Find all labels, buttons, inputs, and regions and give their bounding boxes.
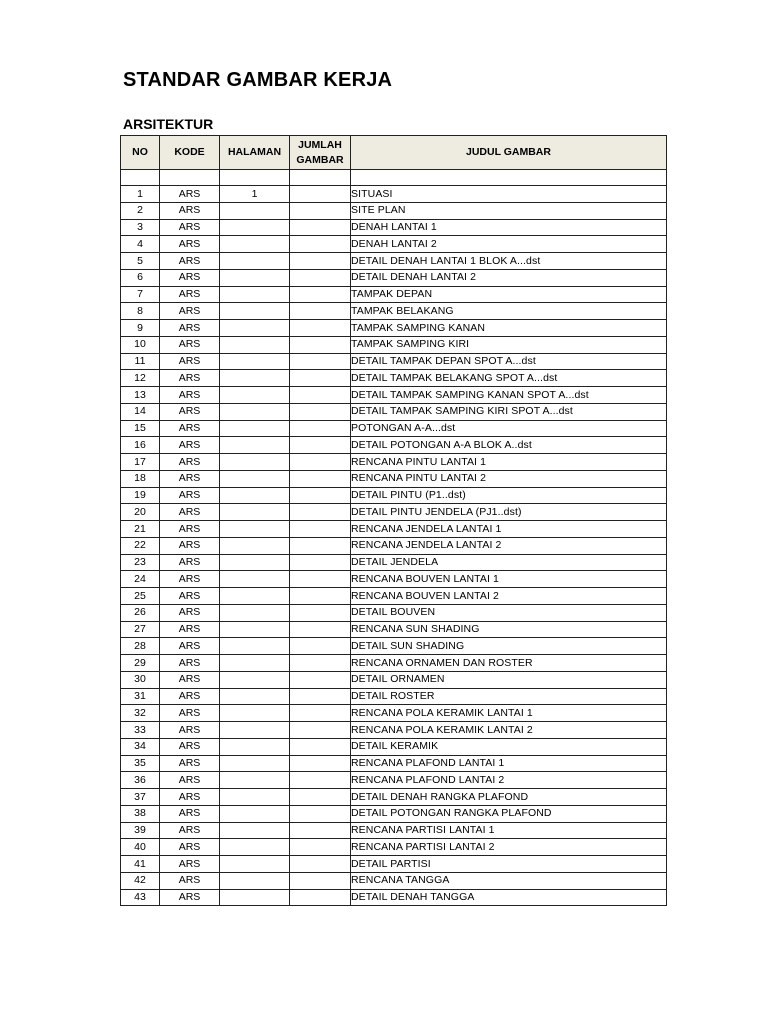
table-row [121,554,667,571]
spacer-cell [290,170,351,186]
cell-judul-gambar: DETAIL DENAH TANGGA [351,889,667,906]
cell-judul-gambar: DETAIL PARTISI [351,856,667,873]
cell-kode: ARS [160,186,220,203]
cell-halaman: 1 [220,186,290,203]
cell-judul-gambar: RENCANA PINTU LANTAI 2 [351,470,667,487]
cell-kode: ARS [160,219,220,236]
cell-halaman [220,487,290,504]
table-row [121,219,667,236]
cell-judul-gambar: DETAIL DENAH LANTAI 1 BLOK A...dst [351,253,667,270]
cell-no: 16 [121,437,160,454]
cell-judul-gambar: DETAIL SUN SHADING [351,638,667,655]
spacer-cell [121,170,160,186]
cell-judul-gambar: POTONGAN A-A...dst [351,420,667,437]
table-row [121,671,667,688]
table-row [121,621,667,638]
cell-halaman [220,387,290,404]
cell-kode: ARS [160,588,220,605]
cell-kode: ARS [160,437,220,454]
cell-jumlah-gambar [290,889,351,906]
cell-judul-gambar: DETAIL TAMPAK SAMPING KANAN SPOT A...dst [351,387,667,404]
cell-kode: ARS [160,671,220,688]
cell-jumlah-gambar [290,722,351,739]
table-row [121,420,667,437]
cell-jumlah-gambar [290,202,351,219]
cell-judul-gambar: DETAIL POTONGAN A-A BLOK A..dst [351,437,667,454]
cell-kode: ARS [160,537,220,554]
cell-judul-gambar: RENCANA BOUVEN LANTAI 1 [351,571,667,588]
cell-kode: ARS [160,420,220,437]
cell-jumlah-gambar [290,789,351,806]
cell-jumlah-gambar [290,805,351,822]
cell-no: 9 [121,320,160,337]
table-row [121,655,667,672]
cell-no: 34 [121,738,160,755]
table-row [121,889,667,906]
cell-halaman [220,403,290,420]
cell-jumlah-gambar [290,755,351,772]
section-title: ARSITEKTUR [123,116,214,132]
table-row [121,604,667,621]
table-row [121,370,667,387]
cell-no: 30 [121,671,160,688]
cell-judul-gambar: DETAIL ROSTER [351,688,667,705]
cell-halaman [220,571,290,588]
table-row [121,353,667,370]
table-row [121,738,667,755]
table-row [121,521,667,538]
cell-kode: ARS [160,621,220,638]
cell-halaman [220,504,290,521]
cell-no: 40 [121,839,160,856]
cell-no: 22 [121,537,160,554]
cell-judul-gambar: RENCANA BOUVEN LANTAI 2 [351,588,667,605]
cell-jumlah-gambar [290,487,351,504]
cell-judul-gambar: DETAIL TAMPAK DEPAN SPOT A...dst [351,353,667,370]
cell-kode: ARS [160,202,220,219]
cell-halaman [220,738,290,755]
cell-kode: ARS [160,822,220,839]
cell-jumlah-gambar [290,571,351,588]
cell-kode: ARS [160,320,220,337]
cell-judul-gambar: SITUASI [351,186,667,203]
cell-halaman [220,554,290,571]
cell-no: 38 [121,805,160,822]
cell-halaman [220,202,290,219]
cell-halaman [220,789,290,806]
table-row [121,571,667,588]
cell-no: 28 [121,638,160,655]
cell-no: 23 [121,554,160,571]
cell-jumlah-gambar [290,655,351,672]
cell-no: 4 [121,236,160,253]
cell-halaman [220,588,290,605]
cell-judul-gambar: TAMPAK DEPAN [351,286,667,303]
cell-no: 5 [121,253,160,270]
spacer-row [121,170,667,186]
cell-kode: ARS [160,269,220,286]
table-row [121,688,667,705]
cell-halaman [220,755,290,772]
cell-no: 21 [121,521,160,538]
cell-judul-gambar: DETAIL PINTU JENDELA (PJ1..dst) [351,504,667,521]
table-row [121,872,667,889]
cell-halaman [220,671,290,688]
cell-judul-gambar: RENCANA PLAFOND LANTAI 1 [351,755,667,772]
cell-no: 12 [121,370,160,387]
cell-jumlah-gambar [290,856,351,873]
cell-judul-gambar: RENCANA JENDELA LANTAI 2 [351,537,667,554]
cell-jumlah-gambar [290,269,351,286]
cell-kode: ARS [160,470,220,487]
cell-judul-gambar: RENCANA POLA KERAMIK LANTAI 2 [351,722,667,739]
cell-judul-gambar: TAMPAK SAMPING KANAN [351,320,667,337]
cell-halaman [220,521,290,538]
cell-halaman [220,722,290,739]
cell-halaman [220,889,290,906]
drawing-list-table [120,135,667,906]
cell-halaman [220,655,290,672]
cell-jumlah-gambar [290,387,351,404]
cell-judul-gambar: DETAIL TAMPAK SAMPING KIRI SPOT A...dst [351,403,667,420]
cell-kode: ARS [160,772,220,789]
cell-no: 33 [121,722,160,739]
cell-jumlah-gambar [290,403,351,420]
cell-judul-gambar: DETAIL TAMPAK BELAKANG SPOT A...dst [351,370,667,387]
header-jumlah-line2: GAMBAR [296,153,344,166]
table-row [121,286,667,303]
cell-kode: ARS [160,856,220,873]
cell-no: 17 [121,454,160,471]
table-header [121,136,667,186]
cell-jumlah-gambar [290,186,351,203]
cell-kode: ARS [160,755,220,772]
cell-kode: ARS [160,705,220,722]
cell-judul-gambar: DENAH LANTAI 1 [351,219,667,236]
cell-no: 20 [121,504,160,521]
cell-no: 6 [121,269,160,286]
cell-kode: ARS [160,236,220,253]
cell-jumlah-gambar [290,286,351,303]
cell-kode: ARS [160,738,220,755]
cell-kode: ARS [160,805,220,822]
cell-halaman [220,353,290,370]
cell-jumlah-gambar [290,420,351,437]
cell-kode: ARS [160,571,220,588]
cell-judul-gambar: RENCANA TANGGA [351,872,667,889]
cell-judul-gambar: TAMPAK SAMPING KIRI [351,336,667,353]
cell-halaman [220,219,290,236]
cell-halaman [220,320,290,337]
cell-halaman [220,370,290,387]
cell-jumlah-gambar [290,604,351,621]
cell-kode: ARS [160,839,220,856]
cell-no: 7 [121,286,160,303]
cell-judul-gambar: DETAIL POTONGAN RANGKA PLAFOND [351,805,667,822]
spacer-cell [160,170,220,186]
cell-kode: ARS [160,487,220,504]
table-row [121,253,667,270]
cell-kode: ARS [160,504,220,521]
header-no: NO [121,136,160,170]
cell-no: 41 [121,856,160,873]
cell-no: 2 [121,202,160,219]
header-judul-gambar: JUDUL GAMBAR [351,136,667,170]
cell-no: 24 [121,571,160,588]
cell-halaman [220,872,290,889]
cell-kode: ARS [160,370,220,387]
cell-jumlah-gambar [290,537,351,554]
cell-judul-gambar: DETAIL BOUVEN [351,604,667,621]
cell-no: 43 [121,889,160,906]
cell-judul-gambar: RENCANA PARTISI LANTAI 1 [351,822,667,839]
cell-no: 35 [121,755,160,772]
cell-judul-gambar: RENCANA PLAFOND LANTAI 2 [351,772,667,789]
cell-no: 42 [121,872,160,889]
cell-no: 39 [121,822,160,839]
cell-no: 18 [121,470,160,487]
table-row [121,454,667,471]
cell-halaman [220,839,290,856]
cell-kode: ARS [160,604,220,621]
cell-no: 13 [121,387,160,404]
table-row [121,772,667,789]
table-row [121,755,667,772]
cell-kode: ARS [160,387,220,404]
table-row [121,470,667,487]
cell-jumlah-gambar [290,219,351,236]
cell-jumlah-gambar [290,470,351,487]
header-halaman: HALAMAN [220,136,290,170]
cell-halaman [220,772,290,789]
cell-jumlah-gambar [290,588,351,605]
cell-jumlah-gambar [290,839,351,856]
cell-halaman [220,253,290,270]
cell-kode: ARS [160,872,220,889]
cell-halaman [220,454,290,471]
cell-jumlah-gambar [290,554,351,571]
spacer-cell [220,170,290,186]
cell-jumlah-gambar [290,320,351,337]
cell-judul-gambar: RENCANA SUN SHADING [351,621,667,638]
header-kode: KODE [160,136,220,170]
table-row [121,487,667,504]
cell-no: 14 [121,403,160,420]
cell-halaman [220,437,290,454]
table-row [121,336,667,353]
header-jumlah-line1: JUMLAH [298,138,342,151]
cell-no: 26 [121,604,160,621]
table-row [121,705,667,722]
cell-kode: ARS [160,889,220,906]
cell-halaman [220,856,290,873]
cell-halaman [220,420,290,437]
cell-kode: ARS [160,454,220,471]
cell-halaman [220,286,290,303]
cell-kode: ARS [160,521,220,538]
cell-no: 19 [121,487,160,504]
cell-no: 10 [121,336,160,353]
table-row [121,822,667,839]
cell-judul-gambar: DETAIL KERAMIK [351,738,667,755]
table-row [121,856,667,873]
table-row [121,186,667,203]
cell-kode: ARS [160,638,220,655]
cell-judul-gambar: RENCANA JENDELA LANTAI 1 [351,521,667,538]
cell-judul-gambar: RENCANA POLA KERAMIK LANTAI 1 [351,705,667,722]
table-row [121,722,667,739]
cell-halaman [220,688,290,705]
table-row [121,805,667,822]
spacer-cell [351,170,667,186]
cell-no: 3 [121,219,160,236]
cell-kode: ARS [160,336,220,353]
table-row [121,588,667,605]
cell-kode: ARS [160,789,220,806]
cell-no: 1 [121,186,160,203]
cell-no: 27 [121,621,160,638]
cell-judul-gambar: DENAH LANTAI 2 [351,236,667,253]
cell-jumlah-gambar [290,738,351,755]
cell-no: 36 [121,772,160,789]
cell-judul-gambar: DETAIL DENAH LANTAI 2 [351,269,667,286]
table-row [121,638,667,655]
cell-halaman [220,269,290,286]
table-row [121,202,667,219]
cell-no: 32 [121,705,160,722]
cell-halaman [220,537,290,554]
cell-judul-gambar: DETAIL JENDELA [351,554,667,571]
cell-judul-gambar: DETAIL PINTU (P1..dst) [351,487,667,504]
cell-no: 29 [121,655,160,672]
cell-jumlah-gambar [290,521,351,538]
cell-no: 11 [121,353,160,370]
cell-halaman [220,604,290,621]
table-row [121,387,667,404]
cell-halaman [220,621,290,638]
cell-jumlah-gambar [290,705,351,722]
table-row [121,403,667,420]
table-row [121,269,667,286]
cell-halaman [220,805,290,822]
cell-jumlah-gambar [290,504,351,521]
cell-jumlah-gambar [290,688,351,705]
cell-jumlah-gambar [290,370,351,387]
cell-judul-gambar: RENCANA PARTISI LANTAI 2 [351,839,667,856]
cell-jumlah-gambar [290,253,351,270]
cell-jumlah-gambar [290,822,351,839]
cell-kode: ARS [160,554,220,571]
cell-kode: ARS [160,286,220,303]
cell-halaman [220,822,290,839]
cell-kode: ARS [160,403,220,420]
table-row [121,320,667,337]
cell-halaman [220,638,290,655]
cell-jumlah-gambar [290,303,351,320]
header-jumlah-gambar [290,136,351,170]
cell-no: 31 [121,688,160,705]
table-row [121,839,667,856]
cell-jumlah-gambar [290,336,351,353]
cell-kode: ARS [160,688,220,705]
cell-judul-gambar: SITE PLAN [351,202,667,219]
cell-jumlah-gambar [290,772,351,789]
cell-jumlah-gambar [290,872,351,889]
cell-judul-gambar: DETAIL DENAH RANGKA PLAFOND [351,789,667,806]
cell-jumlah-gambar [290,437,351,454]
table-row [121,236,667,253]
cell-kode: ARS [160,353,220,370]
table-row [121,537,667,554]
cell-halaman [220,303,290,320]
cell-no: 15 [121,420,160,437]
cell-jumlah-gambar [290,621,351,638]
cell-judul-gambar: TAMPAK BELAKANG [351,303,667,320]
table-row [121,789,667,806]
cell-jumlah-gambar [290,638,351,655]
cell-jumlah-gambar [290,671,351,688]
cell-no: 25 [121,588,160,605]
table-row [121,437,667,454]
table-body [121,186,667,906]
table-row [121,504,667,521]
cell-no: 37 [121,789,160,806]
cell-halaman [220,470,290,487]
cell-judul-gambar: RENCANA PINTU LANTAI 1 [351,454,667,471]
cell-kode: ARS [160,303,220,320]
cell-halaman [220,236,290,253]
page-title: STANDAR GAMBAR KERJA [123,69,393,91]
cell-no: 8 [121,303,160,320]
cell-jumlah-gambar [290,454,351,471]
cell-kode: ARS [160,655,220,672]
cell-kode: ARS [160,253,220,270]
cell-jumlah-gambar [290,236,351,253]
cell-judul-gambar: RENCANA ORNAMEN DAN ROSTER [351,655,667,672]
cell-halaman [220,705,290,722]
cell-jumlah-gambar [290,353,351,370]
table-row [121,303,667,320]
cell-halaman [220,336,290,353]
cell-kode: ARS [160,722,220,739]
cell-judul-gambar: DETAIL ORNAMEN [351,671,667,688]
